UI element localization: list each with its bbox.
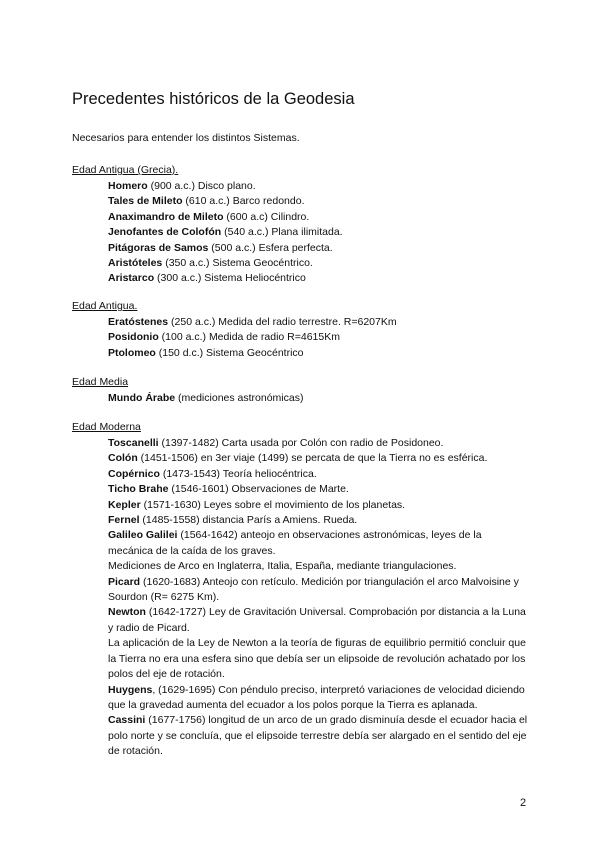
entry-name: Kepler bbox=[108, 498, 141, 511]
page-subtitle: Necesarios para entender los distintos Sistemas. bbox=[72, 132, 300, 144]
entry-text: (1451-1506) en 3er viaje (1499) se percata de que la Tierra no es esférica. bbox=[137, 452, 488, 465]
entry-name: Galileo Galilei bbox=[108, 529, 178, 542]
entry bbox=[108, 605, 528, 636]
entry-text: (1397-1482) Carta usada por Colón con radio de Posidoneo. bbox=[158, 437, 444, 449]
entry-text: (500 a.c.) Esfera perfecta. bbox=[208, 241, 333, 254]
entry-text: (1620-1683) Anteojo con retículo. Medición por triangulación el arco Malvoisine y Sourdon (R= 6275 Km). bbox=[108, 575, 519, 604]
entry-name: Toscanelli bbox=[108, 437, 159, 449]
entry bbox=[108, 391, 528, 406]
section-heading: Edad Antigua. bbox=[72, 300, 138, 312]
section-heading: Edad Media bbox=[72, 376, 129, 388]
entry-text: (250 a.c.) Medida del radio terrestre. R=6207Km bbox=[168, 316, 397, 328]
entry-name: Aristóteles bbox=[108, 257, 163, 270]
entry-list bbox=[108, 391, 528, 406]
entry-name: Eratóstenes bbox=[108, 316, 169, 328]
entry-name: Jenofantes de Colofón bbox=[108, 226, 222, 239]
entry-text: , (1629-1695) Con péndulo preciso, interpretó variaciones de velocidad diciendo que la gravedad aumenta del ecuador a los polos porque la Tierra es aplanada. bbox=[108, 683, 525, 711]
entry bbox=[108, 436, 528, 451]
entry-text: (600 a.c) Cilindro. bbox=[223, 210, 310, 223]
page-title: Precedentes históricos de la Geodesia bbox=[72, 90, 355, 108]
entry-text: (350 a.c.) Sistema Geocéntrico. bbox=[162, 257, 313, 270]
entry bbox=[108, 467, 528, 482]
entry-name: Mundo Árabe bbox=[108, 392, 176, 404]
entry bbox=[108, 210, 528, 225]
entry-text: (100 a.c.) Medida de radio R=4615Km bbox=[158, 331, 340, 344]
entry-name: Newton bbox=[108, 606, 146, 619]
entry bbox=[108, 256, 528, 271]
entry-list bbox=[108, 315, 528, 361]
entry-name: Posidonio bbox=[108, 331, 159, 344]
entry-text: Mediciones de Arco en Inglaterra, Italia, España, mediante triangulaciones. bbox=[108, 560, 457, 573]
entry-text: (300 a.c.) Sistema Heliocéntrico bbox=[154, 272, 306, 285]
entry bbox=[108, 559, 528, 574]
entry-name: Pitágoras de Samos bbox=[108, 241, 209, 254]
entry-text: (1677-1756) longitud de un arco de un grado disminuía desde el ecuador hacia el polo norte y se concluía, que el elipsoide terrestre debía ser alargado en el sentido del eje de rotación. bbox=[108, 714, 528, 758]
entry bbox=[108, 271, 528, 286]
entry bbox=[108, 575, 528, 606]
entry bbox=[108, 713, 528, 759]
entry bbox=[108, 683, 528, 714]
entry-name: Anaximandro de Mileto bbox=[108, 210, 224, 223]
entry bbox=[108, 498, 528, 513]
entry bbox=[108, 330, 528, 345]
entry-text: (150 d.c.) Sistema Geocéntrico bbox=[155, 346, 304, 359]
entry-name: Fernel bbox=[108, 514, 140, 527]
entry-text: (1571-1630) Leyes sobre el movimiento de los planetas. bbox=[140, 498, 406, 511]
entry-text: (1473-1543) Teoría heliocéntrica. bbox=[159, 467, 317, 480]
entry-text: (610 a.c.) Barco redondo. bbox=[182, 195, 305, 208]
entry-text: (mediciones astronómicas) bbox=[175, 392, 304, 404]
entry-name: Cassini bbox=[108, 714, 146, 727]
entry-name: Aristarco bbox=[108, 272, 155, 285]
section-heading: Edad Moderna bbox=[72, 421, 141, 433]
entry bbox=[108, 241, 528, 256]
entry bbox=[108, 346, 528, 361]
entry-name: Homero bbox=[108, 180, 148, 192]
entry bbox=[108, 451, 528, 466]
entry-name: Huygens bbox=[108, 683, 153, 696]
entry-text: (1546-1601) Observaciones de Marte. bbox=[168, 483, 349, 496]
entry bbox=[108, 225, 528, 240]
entry-name: Colón bbox=[108, 452, 138, 465]
entry-text: (540 a.c.) Plana ilimitada. bbox=[221, 226, 343, 239]
entry bbox=[108, 482, 528, 497]
entry-text: La aplicación de la Ley de Newton a la teoría de figuras de equilibrio permitió concluir que la Tierra no era una esfera sino que debía ser un elipsoide de revolución achatado por los polos del eje de rotación. bbox=[108, 637, 526, 681]
entry-name: Ticho Brahe bbox=[108, 483, 169, 496]
entry bbox=[108, 528, 528, 559]
entry-list bbox=[108, 436, 528, 760]
entry-name: Ptolomeo bbox=[108, 346, 156, 359]
entry-list bbox=[108, 179, 528, 287]
entry bbox=[108, 513, 528, 528]
entry-text: (1485-1558) distancia París a Amiens. Rueda. bbox=[139, 514, 358, 527]
entry-name: Copérnico bbox=[108, 467, 160, 480]
entry-text: (1564-1642) anteojo en observaciones astronómicas, leyes de la mecánica de la caída de los graves. bbox=[108, 529, 482, 557]
entry bbox=[108, 179, 528, 194]
section-heading: Edad Antigua (Grecia). bbox=[72, 164, 179, 176]
entry-text: (1642-1727) Ley de Gravitación Universal. Comprobación por distancia a la Luna y radio de Picard. bbox=[108, 606, 526, 634]
entry-name: Tales de Mileto bbox=[108, 195, 183, 208]
entry-text: (900 a.c.) Disco plano. bbox=[147, 180, 256, 192]
entry bbox=[108, 315, 528, 330]
entry bbox=[108, 636, 528, 682]
entry-name: Picard bbox=[108, 575, 141, 588]
page-number: 2 bbox=[520, 797, 527, 809]
entry bbox=[108, 194, 528, 209]
